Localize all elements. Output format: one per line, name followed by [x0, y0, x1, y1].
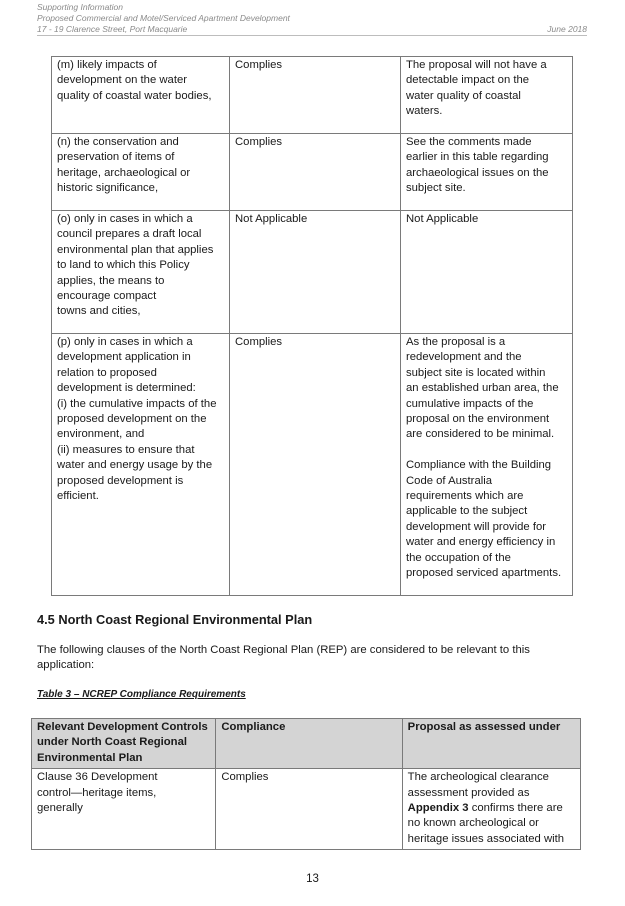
- table-caption: Table 3 – NCREP Compliance Requirements: [37, 689, 246, 700]
- table-cell-control: Clause 36 Development control—heritage items, generally: [32, 769, 216, 850]
- table-row: [52, 57, 573, 134]
- table-header-row: [32, 719, 581, 769]
- header-line-2: Proposed Commercial and Motel/Serviced Apartment Development: [37, 13, 290, 23]
- comment-text-a: The archeological clearance assessment provided as: [407, 771, 549, 799]
- section-paragraph: The following clauses of the North Coast Regional Plan (REP) are considered to be relevant to this application:: [37, 644, 530, 672]
- header-date: June 2018: [547, 24, 587, 34]
- table-cell-comment: As the proposal is a redevelopment and the subject site is located within an established urban area, the cumulative impacts of the proposal on the environment are considered to be minimal. Compliance with the Building Code of Australia requirements which are applicable to the subject development will provide for water and energy efficiency in the occupation of the proposed serviced apartments.: [401, 334, 573, 596]
- table-header-proposal: Proposal as assessed under: [402, 719, 580, 769]
- table-cell-compliance: Complies: [230, 334, 401, 596]
- ncrep-compliance-table: [31, 718, 581, 850]
- table-cell-compliance: Complies: [216, 769, 402, 850]
- table-cell-comment: See the comments made earlier in this table regarding archaeological issues on the subject site.: [401, 134, 573, 211]
- table-row: [32, 769, 581, 850]
- table-cell-comment: The proposal will not have a detectable impact on the water quality of coastal waters.: [401, 57, 573, 134]
- table-cell-control: (n) the conservation and preservation of items of heritage, archaeological or historic significance,: [52, 134, 230, 211]
- table-cell-control: (p) only in cases in which a development application in relation to proposed development is determined: (i) the cumulative impacts of the proposed development on the environment, and (ii) measures to ensure that water and energy usage by the proposed development is efficient.: [52, 334, 230, 596]
- page-number: 13: [306, 873, 319, 885]
- table-cell-compliance: Complies: [230, 134, 401, 211]
- compliance-table-continued: [51, 56, 573, 596]
- table-cell-control: (o) only in cases in which a council prepares a draft local environmental plan that applies to land to which this Policy applies, the means to encourage compact towns and cities,: [52, 211, 230, 334]
- table-row: [52, 211, 573, 334]
- comment-text-b: confirms there are no known archeological or heritage issues associated with: [407, 802, 565, 845]
- table-row: [52, 334, 573, 596]
- header-divider: [37, 35, 587, 36]
- table-header-controls: Relevant Development Controls under North Coast Regional Environmental Plan: [32, 719, 216, 769]
- table-cell-compliance: Not Applicable: [230, 211, 401, 334]
- header-line-3: 17 - 19 Clarence Street, Port Macquarie: [37, 24, 188, 34]
- table-cell-comment: Not Applicable: [401, 211, 573, 334]
- table-cell-control: (m) likely impacts of development on the water quality of coastal water bodies,: [52, 57, 230, 134]
- appendix-reference: Appendix 3: [407, 802, 469, 815]
- table-header-compliance: Compliance: [216, 719, 402, 769]
- table-cell-compliance: Complies: [230, 57, 401, 134]
- section-heading: 4.5 North Coast Regional Environmental Plan: [37, 612, 313, 627]
- header-line-1: Supporting Information: [37, 2, 123, 12]
- table-row: [52, 134, 573, 211]
- table-cell-comment: [402, 769, 580, 850]
